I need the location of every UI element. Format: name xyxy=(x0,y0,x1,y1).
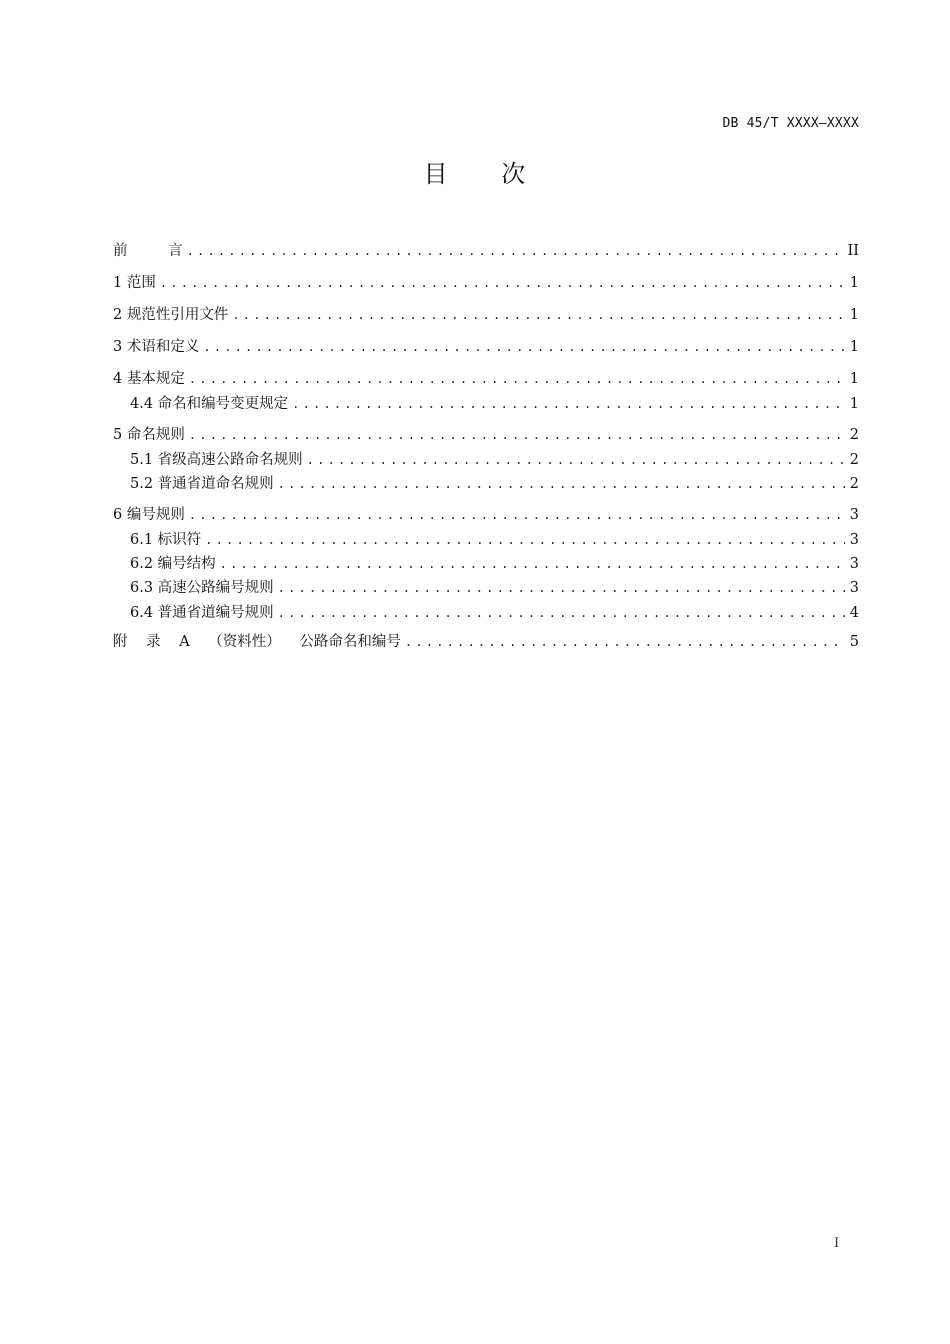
toc-entry-label: 6.3 高速公路编号规则 xyxy=(130,580,274,596)
toc-entry-normative-references[interactable] xyxy=(113,306,859,324)
toc-entry-basic-provisions[interactable] xyxy=(113,370,859,388)
page-number: I xyxy=(834,1236,840,1251)
toc-entry-numbering-rules[interactable] xyxy=(113,506,859,524)
toc-entry-label: 前 言 xyxy=(113,243,183,259)
toc-leader-dots xyxy=(405,633,845,651)
toc-entry-label: 1 范围 xyxy=(113,275,156,291)
toc-entry-foreword[interactable] xyxy=(113,242,859,260)
toc-entry-page: II xyxy=(847,243,859,259)
toc-entry-5-1[interactable] xyxy=(113,451,859,469)
toc-leader-dots xyxy=(278,579,845,597)
toc-entry-6-4[interactable] xyxy=(113,604,859,622)
toc-entry-page: 3 xyxy=(849,532,859,548)
toc-entry-page: 3 xyxy=(849,580,859,596)
toc-entry-page: 1 xyxy=(849,307,859,323)
toc-entry-label: 4.4 命名和编号变更规定 xyxy=(130,396,289,412)
toc-leader-dots xyxy=(220,555,845,573)
toc-entry-page: 2 xyxy=(849,427,859,443)
toc-entry-page: 2 xyxy=(849,452,859,468)
toc-entry-page: 5 xyxy=(849,634,859,650)
toc-entry-label: 5 命名规则 xyxy=(113,427,185,443)
toc-leader-dots xyxy=(189,370,845,388)
toc-entry-label: 附 录 A （资料性） 公路命名和编号 xyxy=(113,634,401,650)
toc-leader-dots xyxy=(189,506,845,524)
toc-entry-label: 4 基本规定 xyxy=(113,371,185,387)
toc-leader-dots xyxy=(189,426,845,444)
toc-leader-dots xyxy=(307,451,845,469)
toc-entry-page: 1 xyxy=(849,339,859,355)
toc-entry-4-4[interactable] xyxy=(113,395,859,413)
toc-entry-label: 6.4 普通省道编号规则 xyxy=(130,605,274,621)
toc-leader-dots xyxy=(160,274,845,292)
toc-entry-6-1[interactable] xyxy=(113,531,859,549)
toc-entry-label: 6.1 标识符 xyxy=(130,532,202,548)
toc-entry-naming-rules[interactable] xyxy=(113,426,859,444)
document-code: DB 45/T XXXX—XXXX xyxy=(722,116,859,131)
toc-entry-scope[interactable] xyxy=(113,274,859,292)
toc-entry-page: 3 xyxy=(849,507,859,523)
toc-entry-page: 1 xyxy=(849,396,859,412)
toc-leader-dots xyxy=(203,338,845,356)
toc-entry-page: 3 xyxy=(849,556,859,572)
toc-entry-appendix-a[interactable] xyxy=(113,633,859,651)
toc-entry-label: 3 术语和定义 xyxy=(113,339,200,355)
toc-leader-dots xyxy=(205,531,845,549)
toc-entry-label: 5.1 省级高速公路命名规则 xyxy=(130,452,303,468)
toc-entry-terms-definitions[interactable] xyxy=(113,338,859,356)
toc-entry-page: 4 xyxy=(849,605,859,621)
toc-entry-6-2[interactable] xyxy=(113,555,859,573)
toc-leader-dots xyxy=(278,604,845,622)
toc-leader-dots xyxy=(292,395,845,413)
toc-title: 目 次 xyxy=(423,160,527,188)
toc-entry-5-2[interactable] xyxy=(113,475,859,493)
toc-entry-page: 1 xyxy=(849,371,859,387)
toc-leader-dots xyxy=(278,475,845,493)
toc-entry-page: 2 xyxy=(849,476,859,492)
toc-entry-label: 5.2 普通省道命名规则 xyxy=(130,476,274,492)
toc-entry-label: 6 编号规则 xyxy=(113,507,185,523)
toc-entry-label: 2 规范性引用文件 xyxy=(113,307,229,323)
toc-leader-dots xyxy=(232,306,845,324)
table-of-contents xyxy=(113,0,859,1344)
toc-entry-page: 1 xyxy=(849,275,859,291)
toc-entry-label: 6.2 编号结构 xyxy=(130,556,216,572)
toc-entry-6-3[interactable] xyxy=(113,579,859,597)
toc-leader-dots xyxy=(187,242,844,260)
